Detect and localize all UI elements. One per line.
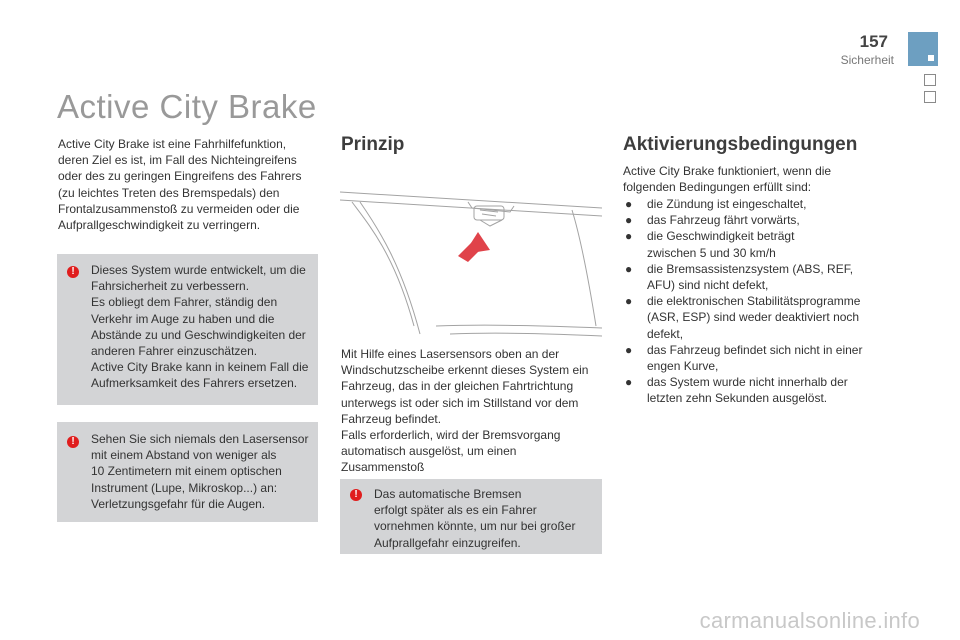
heading-activation-conditions: Aktivierungsbedingungen xyxy=(623,134,858,155)
warning-text-braking: Das automatische Bremsen erfolgt später als es ein Fahrer vornehmen könnte, um nur bei großer Aufprallgefahr einzugreifen. xyxy=(374,487,576,550)
sensor-arrow xyxy=(458,232,490,262)
warning-icon: ! xyxy=(67,436,79,448)
page-title: Active City Brake xyxy=(57,88,317,125)
condition-text: die Geschwindigkeit beträgt zwischen 5 und 30 km/h xyxy=(647,229,795,260)
windshield-sensor-illustration xyxy=(340,176,602,338)
chapter-tab-box-2 xyxy=(924,91,936,103)
condition-text: die Zündung ist eingeschaltet, xyxy=(647,197,807,211)
bullet: ● xyxy=(625,342,633,357)
bullet: ● xyxy=(625,375,633,390)
condition-text: die elektronischen Stabilitätsprogramme (ASR, ESP) sind weder deaktiviert noch defekt, xyxy=(647,294,861,341)
bullet: ● xyxy=(625,213,633,228)
condition-item xyxy=(623,261,883,293)
condition-item xyxy=(623,212,883,228)
bullet: ● xyxy=(625,229,633,244)
condition-text: das System wurde nicht innerhalb der letzten zehn Sekunden ausgelöst. xyxy=(647,375,848,406)
warning-box-laser xyxy=(57,422,318,522)
condition-text: das Fahrzeug befindet sich nicht in einer engen Kurve, xyxy=(647,342,863,374)
warning-text-system: Dieses System wurde entwickelt, um die Fahrsicherheit zu verbessern. Es obliegt dem Fahrer, ständig den Verkehr im Auge zu haben und die Abstände zu und Geschwindigkeiten der anderen Fahrer einzuschätzen. Active City Brake kann in keinem Fall die Aufmerksamkeit des Fahrers ersetzen. xyxy=(91,263,309,391)
section-name: Sicherheit xyxy=(840,53,894,67)
conditions-intro: Active City Brake funktioniert, wenn die folgenden Bedingungen erfüllt sind: xyxy=(623,164,832,195)
page-number: 157 xyxy=(859,32,888,51)
condition-item xyxy=(623,374,883,406)
intro-paragraph: Active City Brake ist eine Fahrhilfefunktion, deren Ziel es ist, im Fall des Nichteingreifens oder des zu geringen Eingreifens des Fahrers (zu leichtes Treten des Bremspedals) den Frontalzusammenstoß zu vermeiden oder die Aufprallgeschwindigkeit zu verringern. xyxy=(58,137,302,233)
warning-box-system xyxy=(57,254,318,405)
condition-item xyxy=(623,196,883,212)
chapter-tab-box-1 xyxy=(924,74,936,86)
warning-text-laser: Sehen Sie sich niemals den Lasersensor mit einem Abstand von weniger als 10 Zentimetern mit einem optischen Instrument (Lupe, Mikroskop...) an: Verletzungsgefahr für die Augen. xyxy=(91,432,309,511)
condition-text: die Bremsassistenzsystem (ABS, REF, AFU) sind nicht defekt, xyxy=(647,261,854,293)
condition-text: das Fahrzeug fährt vorwärts, xyxy=(647,213,800,228)
bullet: ● xyxy=(625,261,633,276)
warning-box-braking xyxy=(340,479,602,554)
watermark: carmanualsonline.info xyxy=(699,608,920,633)
warning-icon: ! xyxy=(67,266,79,278)
condition-item xyxy=(623,342,883,374)
bullet: ● xyxy=(625,294,633,309)
bullet: ● xyxy=(625,197,633,211)
condition-item xyxy=(623,293,883,342)
chapter-tab-marker xyxy=(928,55,934,61)
principle-paragraph: Mit Hilfe eines Lasersensors oben an der Windschutzscheibe erkennt dieses System ein Fahrzeug, das in der gleichen Fahrtrichtung unterwegs ist oder sich im Stillstand vor dem Fahrzeug befindet. Falls erforderlich, wird der Bremsvorgang automatisch ausgelöst, um einen Zusammenstoß xyxy=(341,347,589,475)
heading-principle: Prinzip xyxy=(341,134,405,155)
warning-icon: ! xyxy=(350,489,362,501)
condition-item xyxy=(623,228,883,260)
conditions-list xyxy=(623,196,883,407)
